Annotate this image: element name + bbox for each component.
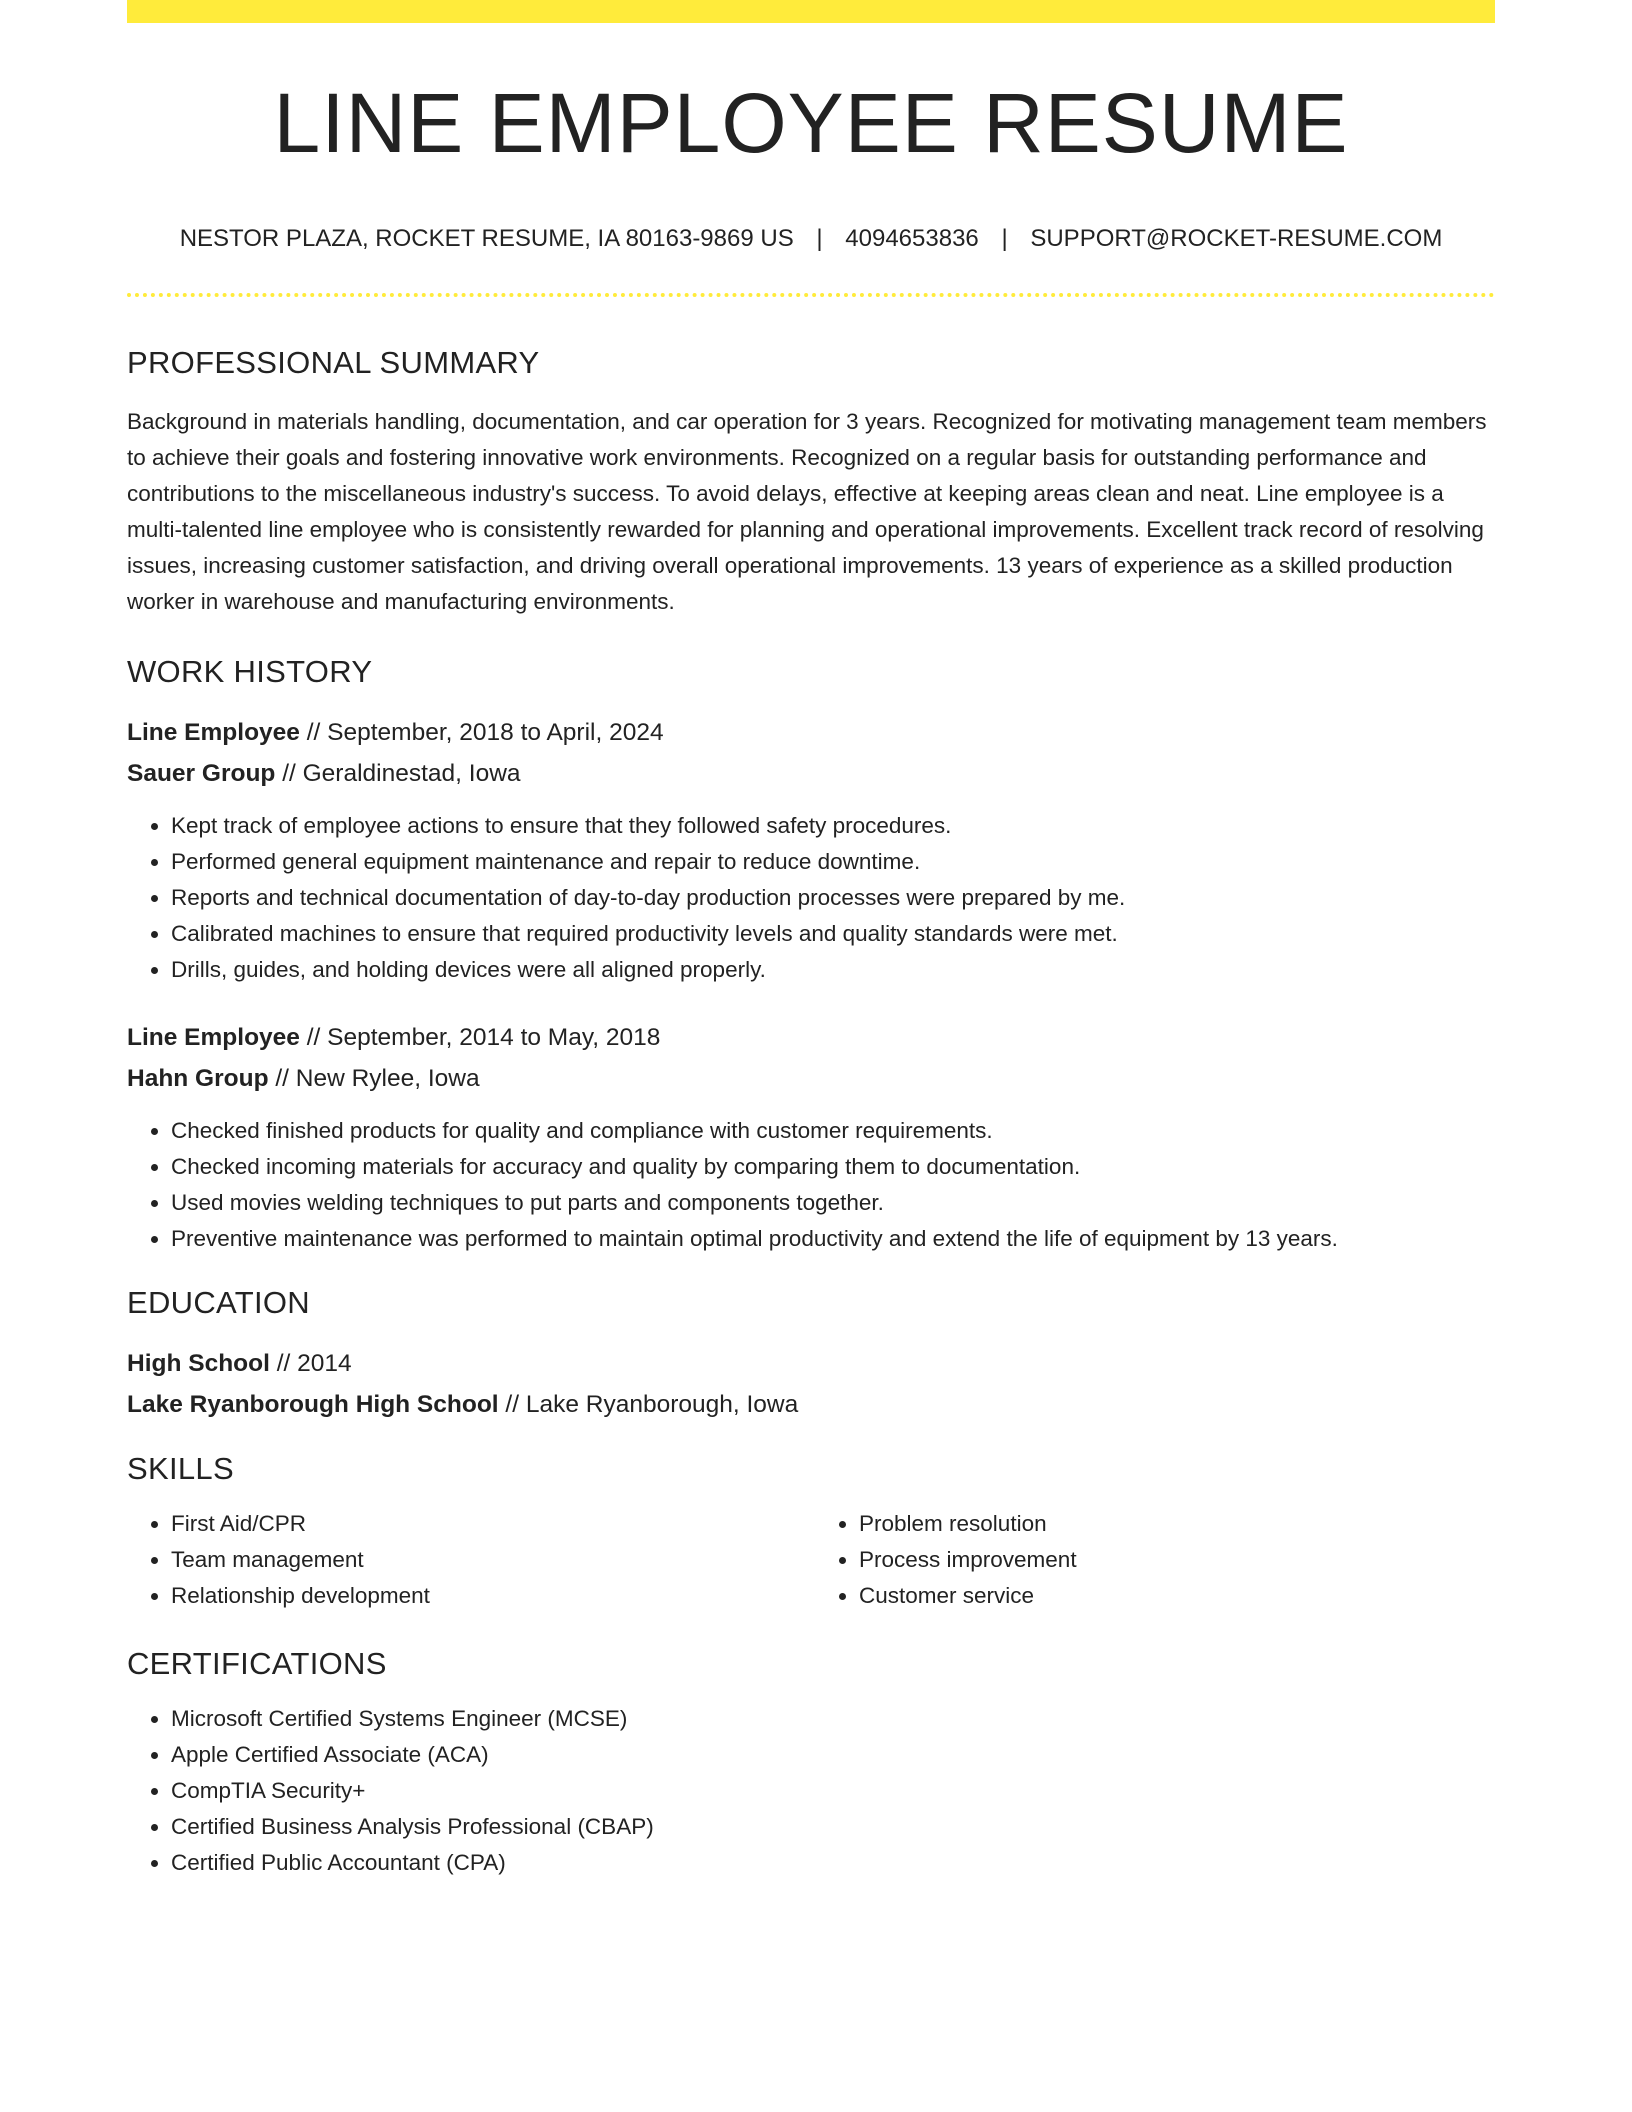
certifications-heading: CERTIFICATIONS bbox=[127, 1646, 387, 1681]
skill-item: • Customer service bbox=[859, 1578, 1495, 1614]
job-location: // New Rylee, Iowa bbox=[268, 1064, 480, 1092]
job-company-line bbox=[127, 759, 1495, 787]
job-company-line bbox=[127, 1064, 1495, 1092]
skill-item: • Relationship development bbox=[171, 1578, 811, 1614]
dotted-divider bbox=[127, 293, 1495, 297]
job-title-line bbox=[127, 721, 1495, 746]
job-bullet: • Checked incoming materials for accuracy and quality by comparing them to documentation. bbox=[171, 1149, 1495, 1185]
certification-item: • CompTIA Security+ bbox=[171, 1773, 1495, 1809]
certification-item: • Microsoft Certified Systems Engineer (MCSE) bbox=[171, 1701, 1495, 1737]
job-bullets bbox=[127, 1113, 1495, 1257]
job-bullet: • Checked finished products for quality and compliance with customer requirements. bbox=[171, 1113, 1495, 1149]
job-title: Line Employee bbox=[127, 719, 300, 746]
education-school-line bbox=[127, 1390, 1495, 1418]
job-entry bbox=[127, 1026, 1495, 1257]
contact-email: SUPPORT@ROCKET-RESUME.COM bbox=[1030, 225, 1443, 252]
job-location: // Geraldinestad, Iowa bbox=[275, 759, 521, 787]
job-bullet: • Calibrated machines to ensure that required productivity levels and quality standards were met. bbox=[171, 916, 1495, 952]
education-degree: High School bbox=[127, 1350, 270, 1377]
job-bullet: • Preventive maintenance was performed to maintain optimal productivity and extend the life of equipment by 13 years. bbox=[171, 1221, 1495, 1257]
education-school: Lake Ryanborough High School bbox=[127, 1390, 499, 1418]
certification-item: • Certified Business Analysis Professional (CBAP) bbox=[171, 1809, 1495, 1845]
education-heading: EDUCATION bbox=[127, 1285, 310, 1320]
skills-list-right bbox=[811, 1506, 1495, 1614]
education-degree-line bbox=[127, 1352, 1495, 1377]
job-title: Line Employee bbox=[127, 1024, 300, 1051]
job-company: Sauer Group bbox=[127, 759, 276, 787]
work-history-heading: WORK HISTORY bbox=[127, 654, 373, 689]
job-bullet: • Performed general equipment maintenance and repair to reduce downtime. bbox=[171, 844, 1495, 880]
certification-item: • Certified Public Accountant (CPA) bbox=[171, 1845, 1495, 1881]
education-year: // 2014 bbox=[269, 1350, 352, 1377]
contact-address: NESTOR PLAZA, ROCKET RESUME, IA 80163-9869 US bbox=[179, 225, 794, 252]
job-dates: // September, 2014 to May, 2018 bbox=[299, 1024, 661, 1051]
job-title-line bbox=[127, 1026, 1495, 1051]
job-bullet: • Drills, guides, and holding devices were all aligned properly. bbox=[171, 952, 1495, 988]
skills-list-left bbox=[127, 1506, 811, 1614]
skill-item: • Process improvement bbox=[859, 1542, 1495, 1578]
top-accent-bar bbox=[127, 0, 1495, 23]
education-location: // Lake Ryanborough, Iowa bbox=[498, 1390, 799, 1418]
job-bullet: • Kept track of employee actions to ensure that they followed safety procedures. bbox=[171, 808, 1495, 844]
resume-page bbox=[127, 0, 1495, 1881]
contact-separator: | bbox=[816, 225, 823, 252]
skills-columns bbox=[127, 1484, 1495, 1614]
job-bullets bbox=[127, 808, 1495, 988]
job-bullet: • Used movies welding techniques to put parts and components together. bbox=[171, 1185, 1495, 1221]
skill-item: • Team management bbox=[171, 1542, 811, 1578]
certifications-list bbox=[127, 1701, 1495, 1881]
contact-line bbox=[127, 227, 1495, 251]
job-company: Hahn Group bbox=[127, 1064, 269, 1092]
resume-title: LINE EMPLOYEE RESUME bbox=[273, 76, 1349, 170]
job-bullet: • Reports and technical documentation of day-to-day production processes were prepared by me. bbox=[171, 880, 1495, 916]
summary-text: Background in materials handling, documentation, and car operation for 3 years. Recognized for motivating management team members to achieve their goals and fostering innovative work environments. Recognized on a regular basis for outstanding performance and contributions to the miscellaneous industry's success. To avoid delays, effective at keeping areas clean and neat. Line employee is a multi-talented line employee who is consistently rewarded for planning and operational improvements. Excellent track record of resolving issues, increasing customer satisfaction, and driving overall operational improvements. 13 years of experience as a skilled production worker in warehouse and manufacturing environments. bbox=[127, 409, 1487, 614]
contact-phone: 4094653836 bbox=[845, 225, 979, 252]
summary-heading: PROFESSIONAL SUMMARY bbox=[127, 345, 540, 380]
skills-heading: SKILLS bbox=[127, 1451, 234, 1486]
certification-item: • Apple Certified Associate (ACA) bbox=[171, 1737, 1495, 1773]
job-entry bbox=[127, 721, 1495, 988]
skill-item: • Problem resolution bbox=[859, 1506, 1495, 1542]
contact-separator: | bbox=[1001, 225, 1008, 252]
skill-item: • First Aid/CPR bbox=[171, 1506, 811, 1542]
job-dates: // September, 2018 to April, 2024 bbox=[299, 719, 664, 746]
